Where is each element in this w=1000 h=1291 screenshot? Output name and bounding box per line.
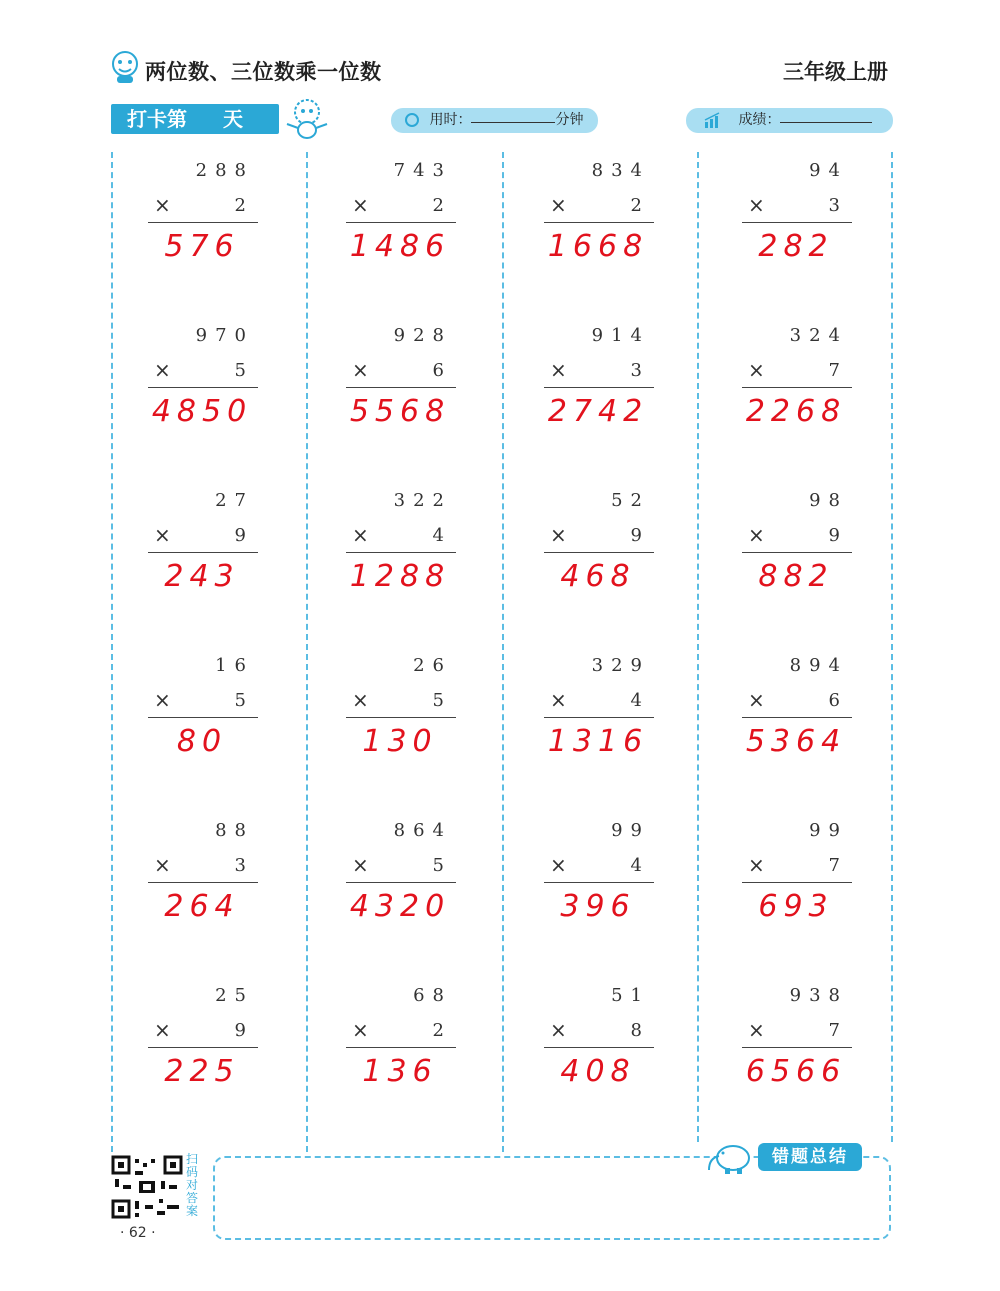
underline xyxy=(346,387,456,388)
handwritten-answer: 4320 xyxy=(349,889,451,924)
multiplier: 3 xyxy=(234,855,246,876)
handwritten-answer: 1288 xyxy=(349,559,451,594)
multiplier: 7 xyxy=(828,855,840,876)
handwritten-answer: 1486 xyxy=(349,229,451,264)
handwritten-answer: 264 xyxy=(164,889,240,924)
multiplier: 2 xyxy=(432,195,444,216)
underline xyxy=(148,1047,258,1048)
problem xyxy=(742,490,854,600)
problem xyxy=(742,325,854,435)
score-field xyxy=(686,108,893,133)
times-sign: × xyxy=(748,193,765,217)
underline xyxy=(742,882,852,883)
times-sign: × xyxy=(352,1018,369,1042)
multiplicand: 52 xyxy=(611,490,650,511)
times-sign: × xyxy=(352,853,369,877)
handwritten-answer: 2268 xyxy=(745,394,847,429)
page-title: 两位数、三位数乘一位数 xyxy=(145,60,382,84)
underline xyxy=(346,552,456,553)
handwritten-answer: 882 xyxy=(758,559,834,594)
handwritten-answer: 5364 xyxy=(745,724,847,759)
problem xyxy=(346,160,458,270)
times-sign: × xyxy=(154,358,171,382)
page-number: · 62 · xyxy=(120,1225,156,1241)
handwritten-answer: 2742 xyxy=(547,394,649,429)
underline xyxy=(544,1047,654,1048)
multiplier: 8 xyxy=(630,1020,642,1041)
underline xyxy=(742,387,852,388)
grade-label: 三年级上册 xyxy=(783,60,888,84)
underline xyxy=(544,552,654,553)
handwritten-answer: 80 xyxy=(176,724,228,759)
time-unit: 分钟 xyxy=(555,112,584,128)
handwritten-answer: 6566 xyxy=(745,1054,847,1089)
multiplier: 9 xyxy=(234,1020,246,1041)
times-sign: × xyxy=(352,193,369,217)
multiplicand: 68 xyxy=(413,985,452,1006)
multiplier: 2 xyxy=(234,195,246,216)
problem xyxy=(148,490,260,600)
handwritten-answer: 408 xyxy=(560,1054,636,1089)
multiplicand: 894 xyxy=(789,655,848,676)
times-sign: × xyxy=(550,523,567,547)
problem xyxy=(148,985,260,1095)
handwritten-answer: 4850 xyxy=(151,394,253,429)
handwritten-answer: 130 xyxy=(362,724,438,759)
multiplicand: 25 xyxy=(215,985,254,1006)
times-sign: × xyxy=(154,523,171,547)
multiplicand: 16 xyxy=(215,655,254,676)
underline xyxy=(346,1047,456,1048)
underline xyxy=(544,387,654,388)
multiplicand: 970 xyxy=(195,325,254,346)
frame-right-border xyxy=(891,152,893,1142)
times-sign: × xyxy=(550,358,567,382)
multiplier: 4 xyxy=(630,690,642,711)
problem xyxy=(346,985,458,1095)
underline xyxy=(148,387,258,388)
multiplier: 9 xyxy=(630,525,642,546)
multiplicand: 288 xyxy=(195,160,254,181)
underline xyxy=(148,882,258,883)
multiplicand: 914 xyxy=(591,325,650,346)
times-sign: × xyxy=(154,853,171,877)
times-sign: × xyxy=(550,193,567,217)
times-sign: × xyxy=(748,358,765,382)
multiplier: 6 xyxy=(828,690,840,711)
multiplicand: 329 xyxy=(591,655,650,676)
problem xyxy=(148,820,260,930)
multiplicand: 88 xyxy=(215,820,254,841)
problem xyxy=(148,160,260,270)
times-sign: × xyxy=(748,1018,765,1042)
multiplier: 5 xyxy=(234,690,246,711)
multiplier: 5 xyxy=(234,360,246,381)
times-sign: × xyxy=(550,688,567,712)
handwritten-answer: 693 xyxy=(758,889,834,924)
handwritten-answer: 1668 xyxy=(547,229,649,264)
multiplicand: 743 xyxy=(393,160,452,181)
multiplicand: 324 xyxy=(789,325,848,346)
score-input-line[interactable] xyxy=(780,107,872,123)
column-divider xyxy=(502,152,504,1152)
times-sign: × xyxy=(550,853,567,877)
underline xyxy=(148,552,258,553)
problem xyxy=(544,655,656,765)
multiplicand: 322 xyxy=(393,490,452,511)
multiplier: 7 xyxy=(828,360,840,381)
handwritten-answer: 282 xyxy=(758,229,834,264)
underline xyxy=(544,882,654,883)
qr-code-icon xyxy=(111,1155,183,1219)
problem xyxy=(148,655,260,765)
column-divider xyxy=(306,152,308,1152)
multiplier: 4 xyxy=(432,525,444,546)
underline xyxy=(346,717,456,718)
handwritten-answer: 225 xyxy=(164,1054,240,1089)
multiplier: 9 xyxy=(828,525,840,546)
column-divider xyxy=(697,152,699,1142)
underline xyxy=(346,222,456,223)
multiplier: 6 xyxy=(432,360,444,381)
time-label: 用时： xyxy=(429,112,472,128)
underline xyxy=(742,1047,852,1048)
multiplier: 2 xyxy=(630,195,642,216)
multiplicand: 99 xyxy=(809,820,848,841)
checkin-suffix: 天 xyxy=(223,107,243,131)
handwritten-answer: 468 xyxy=(560,559,636,594)
times-sign: × xyxy=(154,688,171,712)
error-summary-banner: 错题总结 xyxy=(758,1143,862,1171)
multiplicand: 94 xyxy=(809,160,848,181)
handwritten-answer: 396 xyxy=(560,889,636,924)
time-field xyxy=(391,108,598,133)
multiplier: 5 xyxy=(432,855,444,876)
multiplicand: 51 xyxy=(611,985,650,1006)
elephant-icon xyxy=(703,1138,755,1176)
problem xyxy=(544,985,656,1095)
problem xyxy=(346,325,458,435)
score-label: 成绩： xyxy=(738,112,781,128)
checkin-banner xyxy=(111,104,279,134)
scan-for-answers-text: 扫码对答案 xyxy=(186,1152,199,1218)
underline xyxy=(742,222,852,223)
checkin-prefix: 打卡第 xyxy=(127,107,187,131)
multiplicand: 27 xyxy=(215,490,254,511)
handwritten-answer: 576 xyxy=(164,229,240,264)
multiplier: 3 xyxy=(630,360,642,381)
multiplier: 2 xyxy=(432,1020,444,1041)
times-sign: × xyxy=(352,688,369,712)
problem xyxy=(742,985,854,1095)
times-sign: × xyxy=(550,1018,567,1042)
chart-growth-icon xyxy=(704,112,722,128)
multiplicand: 99 xyxy=(611,820,650,841)
times-sign: × xyxy=(154,193,171,217)
multiplicand: 928 xyxy=(393,325,452,346)
handwritten-answer: 5568 xyxy=(349,394,451,429)
multiplicand: 26 xyxy=(413,655,452,676)
multiplier: 5 xyxy=(432,690,444,711)
underline xyxy=(346,882,456,883)
underline xyxy=(742,552,852,553)
multiplier: 3 xyxy=(828,195,840,216)
problem xyxy=(742,655,854,765)
problem xyxy=(544,820,656,930)
clock-icon xyxy=(405,113,419,127)
underline xyxy=(148,222,258,223)
problem xyxy=(346,820,458,930)
problem xyxy=(544,490,656,600)
problem xyxy=(346,655,458,765)
time-input-line[interactable] xyxy=(471,107,555,123)
underline xyxy=(544,222,654,223)
monkey-icon xyxy=(281,96,333,140)
multiplier: 4 xyxy=(630,855,642,876)
underline xyxy=(148,717,258,718)
underline xyxy=(742,717,852,718)
multiplicand: 864 xyxy=(393,820,452,841)
times-sign: × xyxy=(748,853,765,877)
times-sign: × xyxy=(748,523,765,547)
problem xyxy=(742,160,854,270)
handwritten-answer: 136 xyxy=(362,1054,438,1089)
multiplicand: 98 xyxy=(809,490,848,511)
multiplicand: 938 xyxy=(789,985,848,1006)
problem xyxy=(742,820,854,930)
multiplier: 9 xyxy=(234,525,246,546)
multiplicand: 834 xyxy=(591,160,650,181)
problem xyxy=(148,325,260,435)
handwritten-answer: 243 xyxy=(164,559,240,594)
mascot-icon xyxy=(108,48,142,84)
times-sign: × xyxy=(352,523,369,547)
problem xyxy=(544,325,656,435)
handwritten-answer: 1316 xyxy=(547,724,649,759)
frame-left-border xyxy=(111,152,113,1152)
times-sign: × xyxy=(748,688,765,712)
underline xyxy=(544,717,654,718)
problem xyxy=(346,490,458,600)
times-sign: × xyxy=(352,358,369,382)
multiplier: 7 xyxy=(828,1020,840,1041)
problem xyxy=(544,160,656,270)
times-sign: × xyxy=(154,1018,171,1042)
